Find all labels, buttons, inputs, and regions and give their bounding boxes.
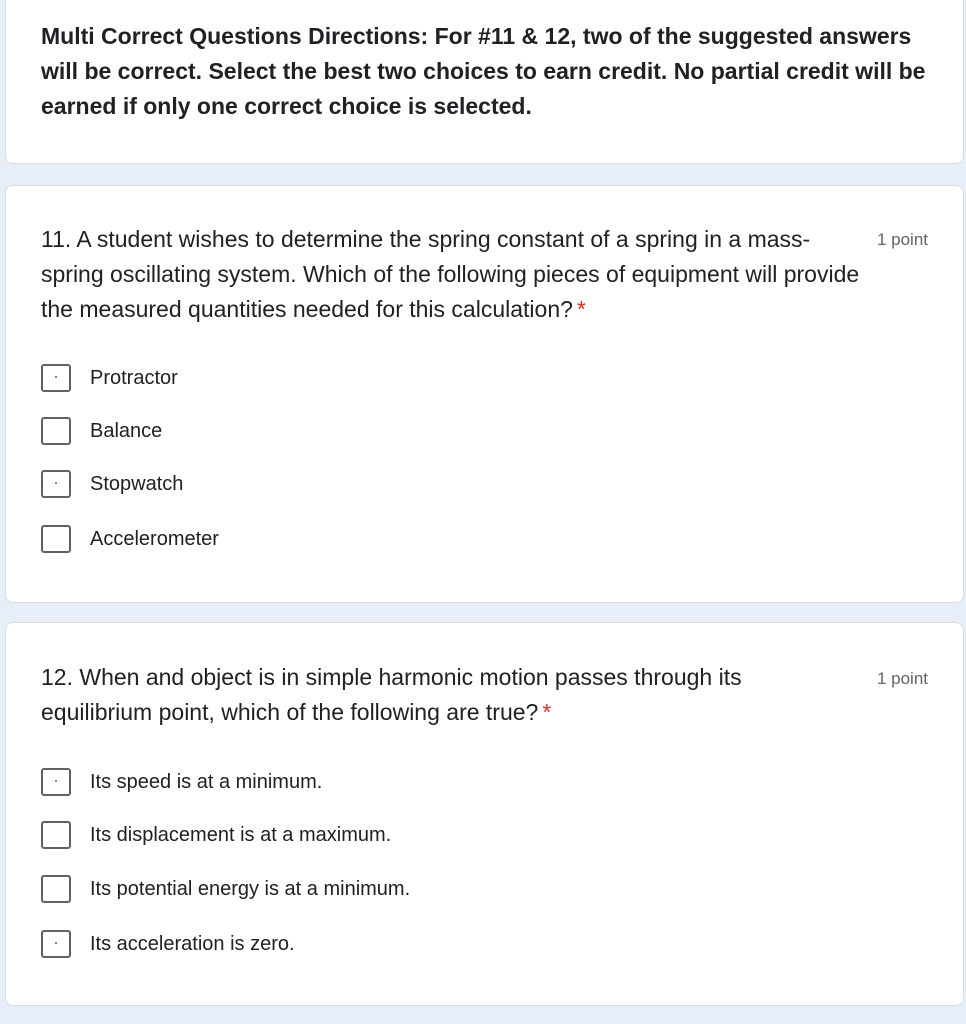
question-11-title [41,222,861,327]
option-label: Stopwatch [90,472,184,495]
required-asterisk: * [576,296,586,322]
option-label: Its acceleration is zero. [90,932,295,955]
q12-option-speed-minimum[interactable] [41,766,322,798]
option-label: Balance [90,419,163,442]
checkbox[interactable] [41,821,71,849]
question-11-points: 1 point [876,230,928,249]
directions-text: Multi Correct Questions Directions: For #11 & 12, two of the suggested answers will be correct. Select the best two choices to earn credit. No partial credit will be earned if only one correct choice is selected. [41,23,926,119]
question-11-card [5,185,964,603]
option-label: Its potential energy is at a minimum. [90,877,411,900]
checkbox-dot-icon [55,376,57,378]
q11-option-stopwatch[interactable] [41,468,183,500]
question-11-text: 11. A student wishes to determine the spring constant of a spring in a mass-spring oscillating system. Which of the following pieces of equipment will provide the measured quantities needed for this calculation? [41,226,860,322]
q12-option-displacement-maximum[interactable] [41,819,391,851]
checkbox-dot-icon [55,780,57,782]
required-asterisk: * [542,699,552,725]
question-12-points: 1 point [876,669,928,688]
checkbox[interactable] [41,525,71,553]
option-label: Protractor [90,366,178,389]
directions-card [5,0,964,164]
option-label: Its speed is at a minimum. [90,770,323,793]
option-label: Its displacement is at a maximum. [90,823,392,846]
checkbox-dot-icon [55,942,57,944]
q11-option-protractor[interactable] [41,362,178,394]
checkbox[interactable] [41,768,71,796]
checkbox[interactable] [41,364,71,392]
q11-option-accelerometer[interactable] [41,523,219,555]
q11-option-balance[interactable] [41,415,162,447]
q12-option-acceleration-zero[interactable] [41,928,295,960]
checkbox[interactable] [41,470,71,498]
checkbox[interactable] [41,875,71,903]
checkbox[interactable] [41,417,71,445]
q12-option-potential-energy-minimum[interactable] [41,873,410,905]
question-12-title [41,660,831,730]
checkbox[interactable] [41,930,71,958]
question-12-card [5,622,964,1006]
checkbox-dot-icon [55,482,57,484]
question-12-text: 12. When and object is in simple harmonic motion passes through its equilibrium point, which of the following are true? [41,664,742,725]
option-label: Accelerometer [90,527,219,550]
